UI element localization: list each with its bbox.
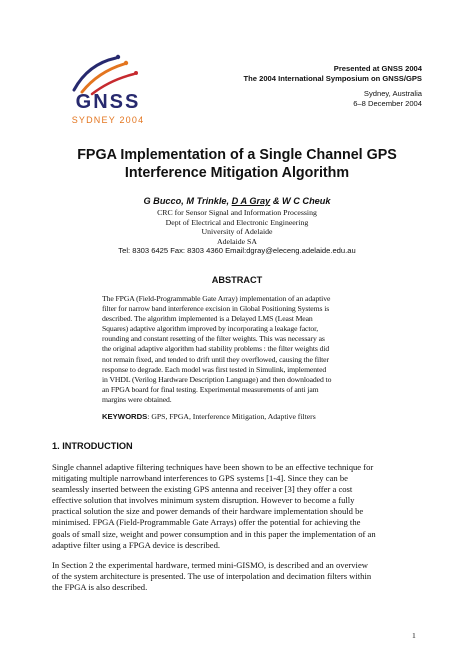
abstract-line: in VHDL (Verilog Hardware Description Language) and then downloaded to <box>102 374 332 384</box>
paragraph-line: seamlessly inserted between the existing GPS antenna and receiver [3] they offer a cost <box>52 484 353 495</box>
abstract-heading: ABSTRACT <box>211 275 263 285</box>
authors <box>40 196 434 207</box>
conference-dates: 6–8 December 2004 <box>353 99 422 108</box>
abstract-line: Squares) adaptive algorithm improved by incorporating a leakage factor, <box>102 324 319 334</box>
keywords-label: KEYWORDS <box>102 412 148 421</box>
page-number: 1 <box>412 631 416 640</box>
paper-title <box>40 146 434 182</box>
affiliation-line: University of Adelaide <box>201 227 273 236</box>
author-names-2: & W C Cheuk <box>270 196 331 206</box>
abstract-line: an FPGA board for final testing. Experimental measurements of anti jam <box>102 384 319 394</box>
paragraph-line: of the system architecture is presented. The use of interpolation and decimation filters within <box>52 571 372 582</box>
paragraph-line: In Section 2 the experimental hardware, termed mini-GISMO, is described and an overview <box>52 560 368 570</box>
abstract-line: filter for narrow band interference excision in Global Positioning Systems is <box>102 304 330 314</box>
intro-paragraph-2 <box>52 560 424 593</box>
contact-info: Tel: 8303 6425 Fax: 8303 4360 Email:dgray@eleceng.adelaide.edu.au <box>118 246 356 255</box>
paragraph-line: goals of small size, weight and power consumption and in this paper the implementation of an <box>52 528 376 539</box>
conference-location: Sydney, Australia <box>363 89 422 98</box>
title-line2: Interference Mitigation Algorithm <box>124 165 350 181</box>
paragraph-line: effective solution that involves minimum system disruption. However to become a fully <box>52 495 355 506</box>
corresponding-author: D A Gray <box>231 196 271 206</box>
paragraph-line: minimised. FPGA (Field-Programmable Gate Arrays) offer the potential for achieving the <box>52 517 361 528</box>
abstract-line: The FPGA (Field-Programmable Gate Array) implementation of an adaptive <box>102 294 331 303</box>
abstract-line: described. The algorithm implemented is a Delayed LMS (Least Mean <box>102 314 313 324</box>
affiliation-line: Adelaide SA <box>216 236 258 246</box>
abstract-line: the original adaptive algorithm had stability problems : the filter weights did <box>102 344 330 354</box>
author-names-1: G Bucco, M Trinkle, <box>143 196 232 206</box>
conference-line2: The 2004 International Symposium on GNSS/GPS <box>243 74 422 83</box>
paragraph-line: practical solution the size and power demands of their hardware implementation should be <box>52 506 364 517</box>
paragraph-line: the FPGA is also described. <box>52 582 148 593</box>
section-heading-introduction: 1. INTRODUCTION <box>52 441 133 451</box>
abstract-line: not remain fixed, and tended to drift until they overflowed, causing the filter <box>102 354 329 364</box>
logo-text: GNSS <box>75 91 141 113</box>
intro-paragraph-1 <box>52 462 424 551</box>
gnss-logo <box>54 50 162 128</box>
conference-line1: Presented at GNSS 2004 <box>333 64 422 73</box>
keywords <box>102 412 402 422</box>
affiliation-line: CRC for Sensor Signal and Information Processing <box>157 208 317 217</box>
abstract-line: rounding and constant resetting of the filter weights. This was necessary as <box>102 334 325 344</box>
abstract-line: response to degrade. Each model was first tested in Simulink, implemented <box>102 364 327 374</box>
title-line1: FPGA Implementation of a Single Channel GPS <box>77 147 397 163</box>
affiliation <box>40 208 434 246</box>
conference-info <box>244 64 423 109</box>
affiliation-line: Dept of Electrical and Electronic Engineering <box>165 217 309 227</box>
paragraph-line: adaptive filter using a FPGA device is described. <box>52 539 221 550</box>
logo-subtext: SYDNEY 2004 <box>71 115 145 125</box>
paragraph-line: mitigating multiple narrowband interferences to GPS systems [1-4]. Since they can be <box>52 473 348 484</box>
paragraph-line: Single channel adaptive filtering techniques have been shown to be an effective technique for <box>52 462 374 472</box>
keywords-text: : GPS, FPGA, Interference Mitigation, Adaptive filters <box>147 412 316 421</box>
abstract-body <box>102 294 378 405</box>
abstract-line: margins were obtained. <box>102 394 172 404</box>
